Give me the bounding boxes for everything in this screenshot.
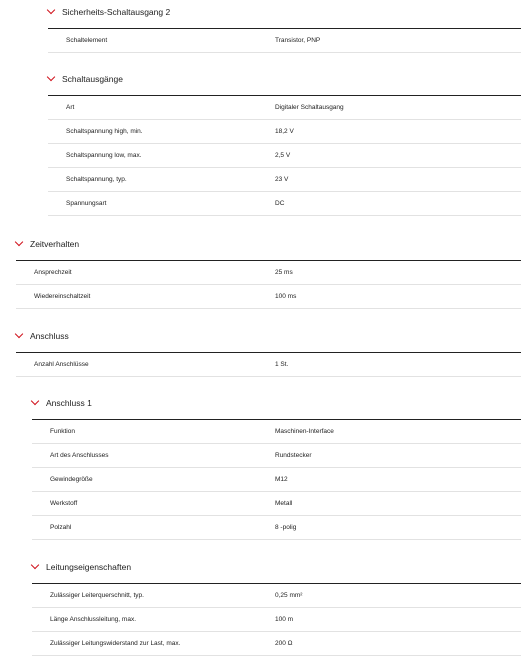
spec-label: Schaltspannung, typ. bbox=[66, 176, 127, 183]
spec-value: 100 m bbox=[275, 616, 294, 623]
spec-value: 1 St. bbox=[275, 361, 289, 368]
spec-row bbox=[32, 444, 521, 468]
spec-value: M12 bbox=[275, 476, 288, 483]
spec-value: 2,5 V bbox=[275, 152, 291, 159]
spec-value: 0,25 mm² bbox=[275, 592, 303, 599]
spec-label: Schaltspannung high, min. bbox=[66, 128, 143, 135]
spec-row bbox=[48, 192, 521, 216]
section-title: Schaltausgänge bbox=[62, 74, 123, 84]
spec-row bbox=[48, 144, 521, 168]
section-title: Zeitverhalten bbox=[30, 239, 80, 249]
spec-value: 18,2 V bbox=[275, 128, 294, 135]
spec-label: Funktion bbox=[50, 428, 75, 435]
spec-value: 200 Ω bbox=[275, 640, 293, 647]
spec-row bbox=[48, 29, 521, 53]
spec-row bbox=[48, 120, 521, 144]
spec-value: Digitaler Schaltausgang bbox=[275, 104, 344, 111]
chevron-down-icon bbox=[31, 397, 39, 405]
chevron-down-icon bbox=[15, 330, 23, 338]
chevron-down-icon bbox=[47, 6, 55, 14]
spec-label: Zulässiger Leitungswiderstand zur Last, max. bbox=[50, 640, 181, 647]
spec-label: Länge Anschlussleitung, max. bbox=[50, 616, 136, 623]
spec-value: DC bbox=[275, 200, 285, 207]
spec-row bbox=[32, 632, 521, 656]
spec-value: Rundstecker bbox=[275, 452, 312, 459]
spec-row bbox=[32, 420, 521, 444]
spec-row bbox=[16, 261, 521, 285]
section-title: Leitungseigenschaften bbox=[46, 562, 132, 572]
spec-row bbox=[48, 96, 521, 120]
spec-label: Schaltspannung low, max. bbox=[66, 152, 142, 159]
spec-value: 25 ms bbox=[275, 269, 293, 276]
spec-label: Art bbox=[66, 104, 75, 111]
spec-value: Metall bbox=[275, 500, 293, 507]
spec-row bbox=[32, 516, 521, 540]
section-header-sicherheits-schaltausgang-2[interactable] bbox=[48, 1, 170, 23]
spec-label: Anzahl Anschlüsse bbox=[34, 361, 89, 368]
spec-label: Gewindegröße bbox=[50, 476, 93, 483]
section-header-zeitverhalten[interactable] bbox=[16, 233, 79, 255]
spec-label: Polzahl bbox=[50, 524, 72, 531]
spec-label: Spannungsart bbox=[66, 200, 107, 207]
spec-value: 23 V bbox=[275, 176, 289, 183]
spec-label: Wiedereinschaltzeit bbox=[34, 293, 91, 300]
chevron-down-icon bbox=[47, 73, 55, 81]
spec-row bbox=[32, 468, 521, 492]
section-header-leitungseigenschaften[interactable] bbox=[32, 556, 131, 578]
spec-row bbox=[16, 353, 521, 377]
chevron-down-icon bbox=[31, 561, 39, 569]
spec-value: Transistor, PNP bbox=[275, 37, 321, 44]
spec-row bbox=[32, 608, 521, 632]
section-title: Anschluss 1 bbox=[46, 398, 92, 408]
section-header-anschluss-1[interactable] bbox=[32, 392, 92, 414]
chevron-down-icon bbox=[15, 238, 23, 246]
spec-label: Werkstoff bbox=[50, 500, 78, 507]
section-header-anschluss[interactable] bbox=[16, 325, 69, 347]
spec-label: Ansprechzeit bbox=[34, 269, 72, 276]
spec-value: Maschinen-Interface bbox=[275, 428, 334, 435]
spec-row bbox=[32, 584, 521, 608]
spec-label: Schaltelement bbox=[66, 37, 108, 44]
spec-row bbox=[16, 285, 521, 309]
spec-label: Art des Anschlusses bbox=[50, 452, 109, 459]
spec-label: Zulässiger Leiterquerschnitt, typ. bbox=[50, 592, 144, 599]
section-header-schaltausgaenge[interactable] bbox=[48, 68, 123, 90]
spec-row bbox=[48, 168, 521, 192]
spec-value: 100 ms bbox=[275, 293, 297, 300]
spec-value: 8 -polig bbox=[275, 524, 297, 531]
section-title: Sicherheits-Schaltausgang 2 bbox=[62, 7, 171, 17]
section-title: Anschluss bbox=[30, 331, 69, 341]
spec-row bbox=[32, 492, 521, 516]
